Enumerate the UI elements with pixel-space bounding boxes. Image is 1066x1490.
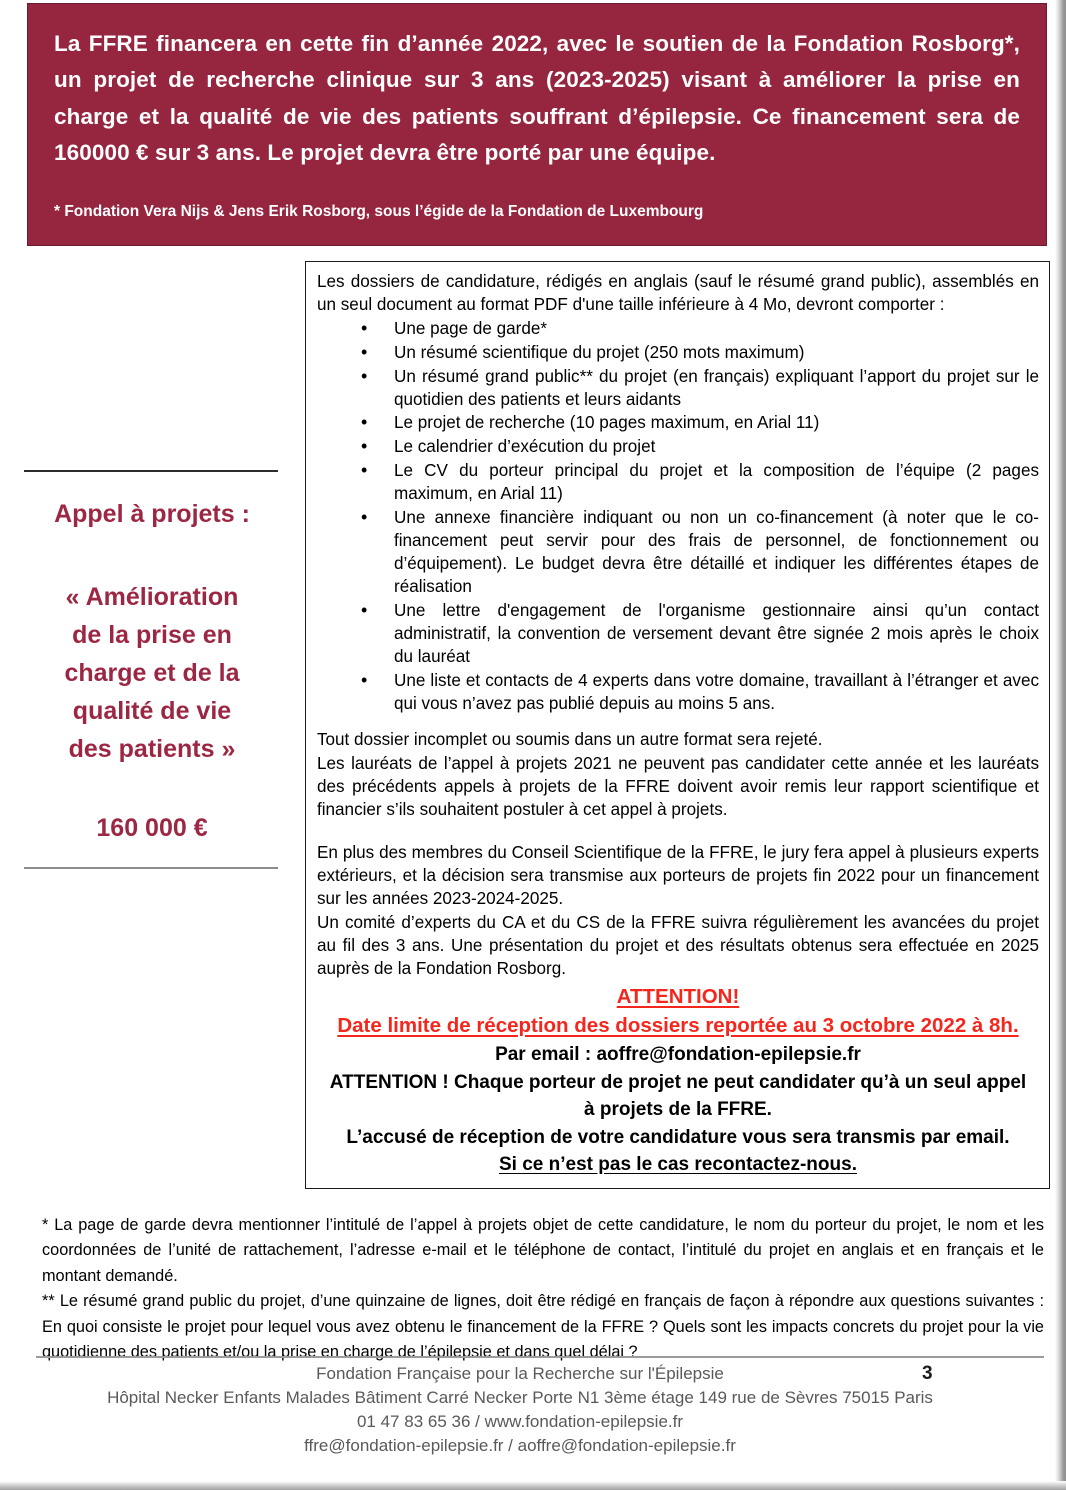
list-item: • Un résumé grand public** du projet (en français) expliquant l’apport du projet sur le quotidien des patients et leurs aidants bbox=[317, 365, 1039, 411]
list-item: • Une liste et contacts de 4 experts dans votre domaine, travaillant à l’étranger et avec qui vous n’avez pas publié depuis au moins 5 ans. bbox=[317, 669, 1039, 715]
page-footer bbox=[0, 1362, 1040, 1459]
footnote-double-star: ** Le résumé grand public du projet, d’une quinzaine de lignes, doit être rédigé en français de façon à répondre aux questions suivantes : En quoi consiste le projet pour lequel vous avez obtenu le financement de la FFRE ? Quels sont les impacts concrets du projet pour la vie quotidienne des patients et/ou la prise en charge de l’épilepsie et dans quel délai ? bbox=[42, 1292, 1044, 1362]
paragraph-comite: Un comité d’experts du CA et du CS de la FFRE suivra régulièrement les avancées du projet au fil des 3 ans. Une présentation du projet et des résultats obtenus sera effectuée en 2025 auprès de la Fondation Rosborg. bbox=[317, 912, 1039, 978]
footer-emails: ffre@fondation-epilepsie.fr / aoffre@fondation-epilepsie.fr bbox=[304, 1436, 736, 1456]
footnotes bbox=[42, 1213, 1044, 1366]
attention-block bbox=[317, 982, 1039, 1178]
list-item: • Une lettre d'engagement de l'organisme gestionnaire ainsi qu’un contact administratif, la convention de versement devant être signée 2 mois après le choix du lauréat bbox=[317, 599, 1039, 668]
sidebar-theme-line-2: de la prise en bbox=[72, 620, 232, 649]
footer-phone-web: 01 47 83 65 36 / www.fondation-epilepsie.fr bbox=[356, 1412, 684, 1432]
list-item: • Le CV du porteur principal du projet et la composition de l’équipe (2 pages maximum, en Arial 11) bbox=[317, 459, 1039, 505]
footnote-single-star: * La page de garde devra mentionner l’intitulé de l’appel à projets objet de cette candidature, le nom du porteur du projet, le nom et les coordonnées de l’unité de rattachement, l’adresse e-mail et le téléphone de contact, l’intitulé du projet en anglais et en français et le montant demandé. bbox=[42, 1216, 1044, 1285]
sidebar-divider-bottom bbox=[24, 867, 278, 869]
list-item: • Le calendrier d’exécution du projet bbox=[317, 435, 1039, 458]
paragraph-rejection: Tout dossier incomplet ou soumis dans un autre format sera rejeté. bbox=[317, 730, 823, 750]
header-banner bbox=[27, 3, 1047, 246]
main-content-box bbox=[305, 261, 1050, 1189]
attention-email-line: Par email : aoffre@fondation-epilepsie.fr bbox=[495, 1044, 861, 1066]
attention-recontact-line: Si ce n’est pas le cas recontactez-nous. bbox=[499, 1153, 857, 1175]
footer-organization: Fondation Française pour la Recherche sur l'Épilepsie bbox=[316, 1364, 724, 1383]
page-edge-shadow-bottom bbox=[0, 1481, 1066, 1490]
list-item: • Un résumé scientifique du projet (250 mots maximum) bbox=[317, 341, 1039, 364]
attention-receipt-line: L’accusé de réception de votre candidature vous sera transmis par email. bbox=[346, 1126, 1010, 1148]
sidebar bbox=[24, 470, 280, 869]
attention-title: ATTENTION! bbox=[616, 985, 740, 1009]
sidebar-amount: 160 000 € bbox=[96, 813, 208, 842]
sidebar-theme-line-3: charge et de la bbox=[64, 658, 240, 687]
sidebar-divider-top bbox=[24, 470, 278, 472]
sidebar-theme-line-5: des patients » bbox=[68, 734, 236, 763]
list-item: • Une annexe financière indiquant ou non un co-financement (à noter que le co-financement peut servir pour des frais de personnel, de fonctionnement ou d’équipement). Le budget devra être détaillé et indiquer les différentes étapes de réalisation bbox=[317, 506, 1039, 599]
attention-single-call-line-1: ATTENTION ! Chaque porteur de projet ne peut candidater qu’à un seul appel bbox=[329, 1071, 1027, 1093]
header-lead-paragraph: La FFRE financera en cette fin d’année 2022, avec le soutien de la Fondation Rosborg*, un projet de recherche clinique sur 3 ans (2023-2025) visant à améliorer la prise en charge et la qualité de vie des patients souffrant d’épilepsie. Ce financement sera de 160000 € sur 3 ans. Le projet devra être porté par une équipe. bbox=[54, 31, 1020, 166]
content-intro: Les dossiers de candidature, rédigés en anglais (sauf le résumé grand public), assemblés en un seul document au format PDF d'une taille inférieure à 4 Mo, devront comporter : bbox=[317, 272, 1039, 315]
attention-single-call-line-2: à projets de la FFRE. bbox=[584, 1099, 772, 1121]
list-item: • Le projet de recherche (10 pages maximum, en Arial 11) bbox=[317, 411, 1039, 434]
requirements-list bbox=[317, 317, 1039, 715]
sidebar-title: Appel à projets : bbox=[54, 500, 250, 528]
footer-divider bbox=[36, 1356, 1044, 1358]
paragraph-jury: En plus des membres du Conseil Scientifique de la FFRE, le jury fera appel à plusieurs experts extérieurs, et la décision sera transmise aux porteurs de projets fin 2022 pour un financement sur les années 2023-2024-2025. bbox=[317, 843, 1039, 909]
sidebar-theme-line-1: « Amélioration bbox=[65, 582, 239, 611]
header-star-note: * Fondation Vera Nijs & Jens Erik Rosborg, sous l’égide de la Fondation de Luxembourg bbox=[54, 202, 704, 220]
sidebar-spacer-2 bbox=[24, 768, 280, 814]
attention-deadline: Date limite de réception des dossiers reportée au 3 octobre 2022 à 8h. bbox=[337, 1014, 1019, 1038]
spacer-mid bbox=[317, 821, 1039, 841]
paragraph-laureats: Les lauréats de l’appel à projets 2021 ne peuvent pas candidater cette année et les lauréats des précédents appels à projets de la FFRE doivent avoir remis leur rapport scientifique et financier s’ils souhaitent postuler à cet appel à projets. bbox=[317, 753, 1039, 819]
footer-address: Hôpital Necker Enfants Malades Bâtiment Carré Necker Porte N1 3ème étage 149 rue de Sèvres 75015 Paris bbox=[107, 1388, 933, 1408]
spacer-after-list bbox=[317, 715, 1039, 728]
page-number: 3 bbox=[922, 1363, 933, 1384]
sidebar-theme-line-4: qualité de vie bbox=[72, 696, 232, 725]
sidebar-spacer bbox=[24, 532, 280, 578]
page-edge-shadow-right bbox=[1055, 0, 1066, 1490]
list-item: • Une page de garde* bbox=[317, 317, 1039, 340]
